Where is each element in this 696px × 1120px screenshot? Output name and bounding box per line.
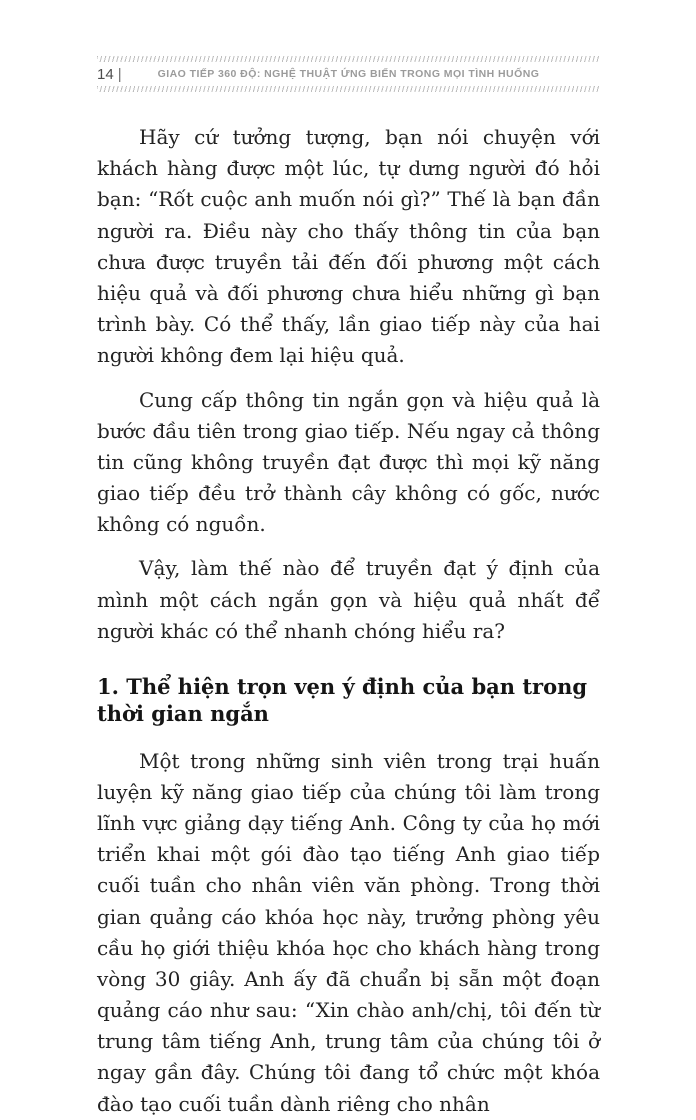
page-header [97, 56, 600, 92]
page-number: 14 [97, 66, 118, 83]
paragraph: Một trong những sinh viên trong trại huấn luyện kỹ năng giao tiếp của chúng tôi làm trong lĩnh vực giảng dạy tiếng Anh. Công ty của họ mới triển khai một gói đào tạo tiếng Anh giao tiếp cuối tuần cho nhân viên văn phòng. Trong thời gian quảng cáo khóa học này, trưởng phòng yêu cầu họ giới thiệu khóa học cho khách hàng trong vòng 30 giây. Anh ấy đã chuẩn bị sẵn một đoạn quảng cáo như sau: “Xin chào anh/chị, tôi đến từ trung tâm tiếng Anh, trung tâm của chúng tôi ở ngay gần đây. Chúng tôi đang tổ chức một khóa đào tạo cuối tuần dành riêng cho nhân [97, 748, 600, 1116]
running-title: GIAO TIẾP 360 ĐỘ: NGHỆ THUẬT ỨNG BIẾN TRONG MỌI TÌNH HUỐNG [157, 68, 540, 80]
page-body [97, 122, 600, 1120]
paragraph: Vậy, làm thế nào để truyền đạt ý định của mình một cách ngắn gọn và hiệu quả nhất để người khác có thể nhanh chóng hiểu ra? [97, 556, 600, 643]
page-number-separator: | [118, 66, 128, 83]
section-heading: 1. Thể hiện trọn vẹn ý định của bạn trong thời gian ngắn [97, 674, 588, 727]
header-rule-bottom [97, 86, 600, 92]
header-row [97, 62, 600, 86]
paragraph: Cung cấp thông tin ngắn gọn và hiệu quả là bước đầu tiên trong giao tiếp. Nếu ngay cả thông tin cũng không truyền đạt được thì mọi kỹ năng giao tiếp đều trở thành cây không có gốc, nước không có nguồn. [97, 387, 600, 537]
paragraph: Hãy cứ tưởng tượng, bạn nói chuyện với khách hàng được một lúc, tự dưng người đó hỏi bạn: “Rốt cuộc anh muốn nói gì?” Thế là bạn đần người ra. Điều này cho thấy thông tin của bạn chưa được truyền tải đến đối phương một cách hiệu quả và đối phương chưa hiểu những gì bạn trình bày. Có thể thấy, lần giao tiếp này của hai người không đem lại hiệu quả. [97, 125, 600, 368]
